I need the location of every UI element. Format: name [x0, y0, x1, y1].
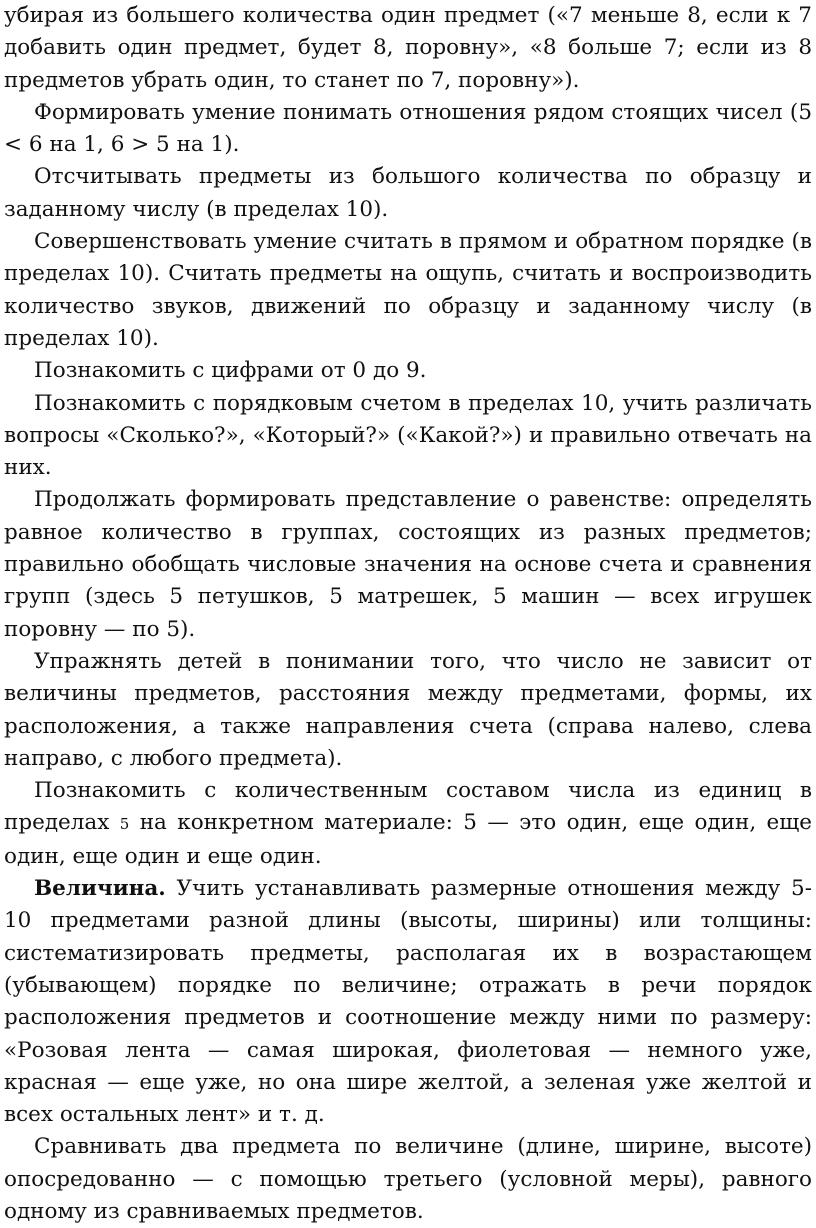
composition-text-part2: на конкретном материале: 5 — это один, еще один, еще один, еще один и еще один. [4, 810, 812, 869]
size-heading: Величина. [34, 876, 166, 902]
paragraph-indirect-comparison: Сравнивать два предмета по величине (длине, ширине, высоте) опосредованно — с помощью третьего (условной меры), равного одному из сравниваемых предметов. [4, 1134, 812, 1224]
paragraph-digits: Познакомить с цифрами от 0 до 9. [34, 358, 427, 384]
paragraph-ordinal-counting: Познакомить с порядковым счетом в пределах 10, учить различать вопросы «Сколько?», «Который?» («Какой?») и правильно отвечать на них. [4, 390, 812, 481]
paragraph-comparison-continuation: убирая из большего количества один предмет («7 меньше 8, если к 7 добавить один предмет, будет 8, поровну», «8 больше 7; если из 8 предметов убрать один, то станет по 7, поровну»). [4, 3, 812, 93]
composition-small-number: 5 [119, 815, 130, 834]
paragraph-number-composition [4, 775, 812, 873]
paragraph-counting-skills: Совершенствовать умение считать в прямом и обратном порядке (в пределах 10). Считать предметы на ощупь, считать и воспроизводить количество звуков, движений по образцу и заданному числу (в пределах 10). [4, 229, 812, 351]
paragraph-counting-out: Отсчитывать предметы из большого количества по образцу и заданному числу (в пределах 10). [4, 164, 812, 222]
paragraph-size [4, 873, 812, 1131]
size-text: Учить устанавливать размерные отношения между 5-10 предметами разной длины (высоты, ширины) или толщины: систематизировать предметы, располагая их в возрастающем (убывающем) порядке по величине; отражать в речи порядок расположения предметов и соотношение между ними по размеру: «Розовая лента — самая широкая, фиолетовая — немного уже, красная — еще уже, но она шире желтой, а зеленая уже желтой и всех остальных лент» и т. д. [4, 876, 812, 1128]
paragraph-equality: Продолжать формировать представление о равенстве: определять равное количество в группах, состоящих из разных предметов; правильно обобщать числовые значения на основе счета и сравнения групп (здесь 5 петушков, 5 матрешек, 5 машин — всех игрушек поровну — по 5). [4, 487, 812, 642]
composition-text-part1: Познакомить с количественным составом числа из единиц в пределах [4, 778, 812, 836]
paragraph-adjacent-numbers: Формировать умение понимать отношения рядом стоящих чисел (5 < 6 на 1, 6 > 5 на 1). [4, 99, 812, 158]
paragraph-number-independence: Упражнять детей в понимании того, что число не зависит от величины предметов, расстояния между предметами, формы, их расположения, а также направления счета (справа налево, слева направо, с любого предмета). [4, 648, 812, 771]
